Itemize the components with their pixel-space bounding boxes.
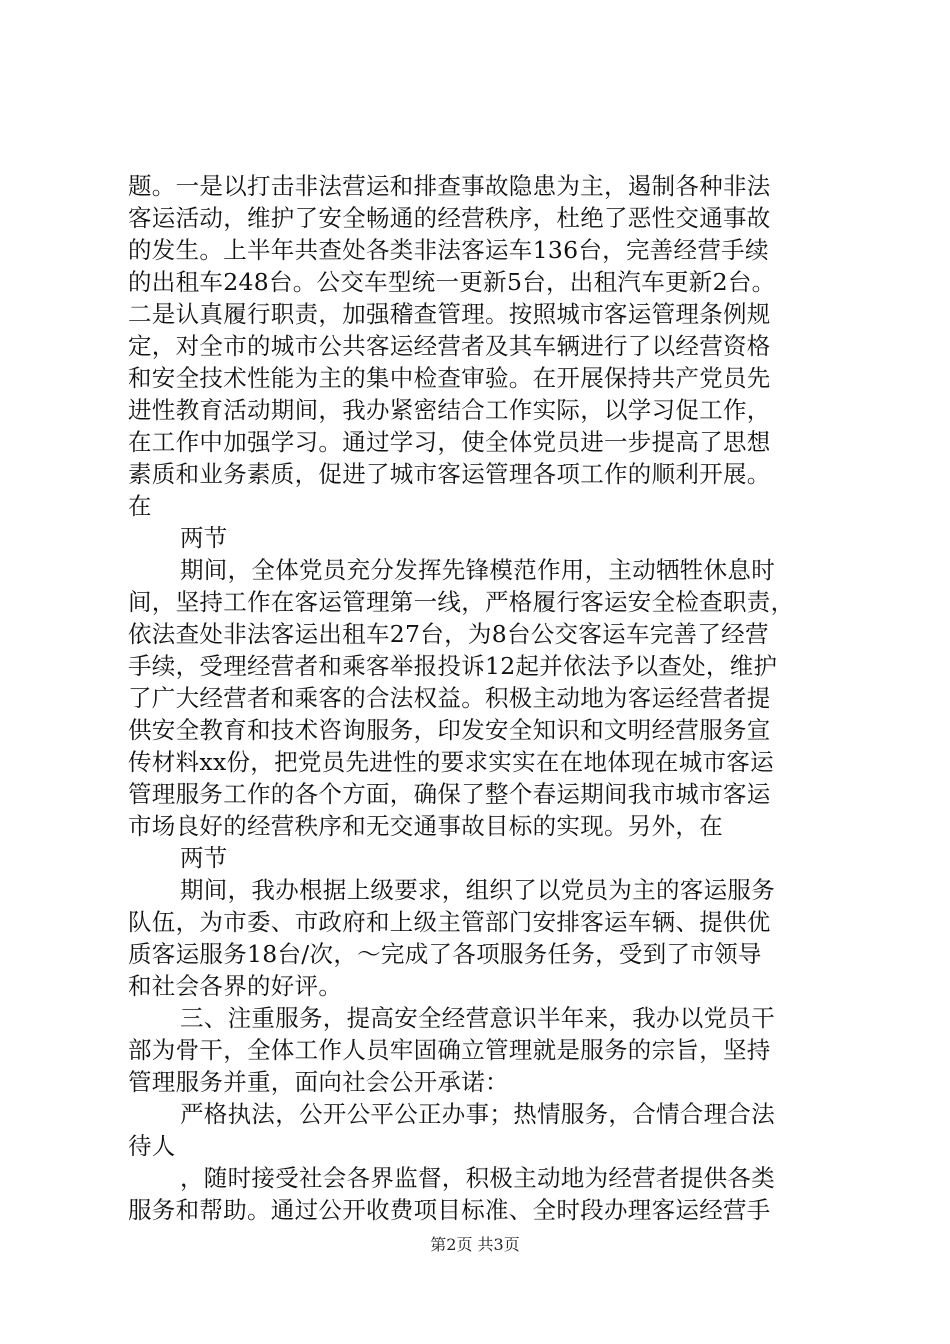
text-line: 市场良好的经营秩序和无交通事故目标的实现。另外，在 bbox=[128, 812, 723, 840]
text-line: 间，坚持工作在客运管理第一线，严格履行客运安全检查职责， bbox=[128, 588, 795, 616]
text-line: 的发生。上半年共查处各类非法客运车136台，完善经营手续 bbox=[128, 236, 769, 264]
text-line-indented: 期间，全体党员充分发挥先锋模范作用，主动牺牲休息时 bbox=[180, 556, 775, 584]
text-line: 管理服务并重，面向社会公开承诺： bbox=[128, 1068, 509, 1096]
text-line: 素质和业务素质，促进了城市客运管理各项工作的顺利开展。 bbox=[128, 460, 771, 488]
text-line: 质客运服务18台/次，～完成了各项服务任务，受到了市领导 bbox=[128, 940, 762, 968]
text-line-indented: 两节 bbox=[180, 844, 228, 872]
text-line: 队伍，为市委、市政府和上级主管部门安排客运车辆、提供优 bbox=[128, 908, 771, 936]
text-line: 在工作中加强学习。通过学习，使全体党员进一步提高了思想 bbox=[128, 428, 771, 456]
text-line-indented: 两节 bbox=[180, 524, 228, 552]
text-line: 服务和帮助。通过公开收费项目标准、全时段办理客运经营手 bbox=[128, 1196, 771, 1224]
text-line: 的出租车248台。公交车型统一更新5台，出租汽车更新2台。 bbox=[128, 268, 776, 296]
text-line-indented: ，随时接受社会各界监督，积极主动地为经营者提供各类 bbox=[180, 1164, 775, 1192]
text-line: 部为骨干，全体工作人员牢固确立管理就是服务的宗旨，坚持 bbox=[128, 1036, 771, 1064]
text-line: 二是认真履行职责，加强稽查管理。按照城市客运管理条例规 bbox=[128, 300, 771, 328]
text-line: 题。一是以打击非法营运和排查事故隐患为主，遏制各种非法 bbox=[128, 172, 771, 200]
text-line: 传材料xx份，把党员先进性的要求实实在在地体现在城市客运 bbox=[128, 748, 774, 776]
text-line: 客运活动，维护了安全畅通的经营秩序，杜绝了恶性交通事故 bbox=[128, 204, 771, 232]
text-line: 依法查处非法客运出租车27台，为8台公交客运车完善了经营 bbox=[128, 620, 769, 648]
text-line: 了广大经营者和乘客的合法权益。积极主动地为客运经营者提 bbox=[128, 684, 771, 712]
text-line-indented: 期间，我办根据上级要求，组织了以党员为主的客运服务 bbox=[180, 876, 775, 904]
text-line: 管理服务工作的各个方面，确保了整个春运期间我市城市客运 bbox=[128, 780, 771, 808]
text-line-indented: 严格执法，公开公平公正办事；热情服务，合情合理合法 bbox=[180, 1100, 775, 1128]
text-line: 进性教育活动期间，我办紧密结合工作实际，以学习促工作， bbox=[128, 396, 771, 424]
text-line: 和安全技术性能为主的集中检查审验。在开展保持共产党员先 bbox=[128, 364, 771, 392]
text-line: 供安全教育和技术咨询服务，印发安全知识和文明经营服务宣 bbox=[128, 716, 771, 744]
text-line: 定，对全市的城市公共客运经营者及其车辆进行了以经营资格 bbox=[128, 332, 771, 360]
text-line: 待人 bbox=[128, 1132, 176, 1160]
page-number-footer: 第2页 共3页 bbox=[430, 1235, 520, 1254]
text-line: 在 bbox=[128, 492, 152, 520]
text-line: 手续，受理经营者和乘客举报投诉12起并依法予以查处，维护 bbox=[128, 652, 778, 680]
text-line: 和社会各界的好评。 bbox=[128, 972, 343, 1000]
text-line-indented: 三、注重服务，提高安全经营意识半年来，我办以党员干 bbox=[180, 1004, 775, 1032]
